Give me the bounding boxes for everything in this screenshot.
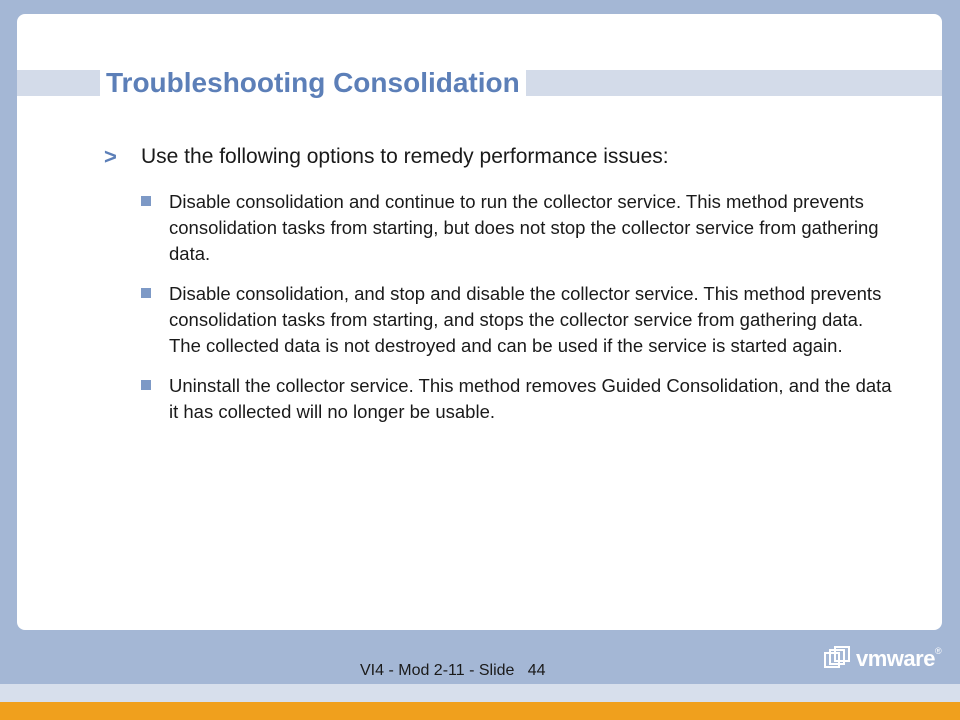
slide-title: Troubleshooting Consolidation [100,64,526,102]
main-bullet [104,143,914,171]
square-bullet-icon [141,288,151,298]
sub-bullet-item [141,281,914,359]
logo-text: vmware® [856,646,942,671]
bottom-band [0,684,960,702]
sub-bullet-item [141,189,914,267]
chevron-icon: > [104,144,117,169]
sub-bullet-text: Uninstall the collector service. This method removes Guided Consolidation, and the data it has collected will no longer be usable. [169,375,892,422]
sub-bullet-item [141,373,914,425]
main-bullet-text: Use the following options to remedy performance issues: [141,145,669,168]
vmware-logo-icon [824,646,850,672]
slide-content [104,143,914,439]
sub-bullet-text: Disable consolidation and continue to run the collector service. This method prevents consolidation tasks from starting, but does not stop the collector service from gathering data. [169,191,879,264]
slide-footer: VI4 - Mod 2-11 - Slide 44 [360,662,546,679]
vmware-logo [824,644,941,674]
square-bullet-icon [141,196,151,206]
square-bullet-icon [141,380,151,390]
sub-bullet-text: Disable consolidation, and stop and disable the collector service. This method prevents consolidation tasks from starting, and stops the collector service from gathering data. The collected data is not destroyed and can be used if the service is started again. [169,283,882,356]
sub-bullet-list [104,189,914,425]
orange-accent-bar [0,702,960,720]
